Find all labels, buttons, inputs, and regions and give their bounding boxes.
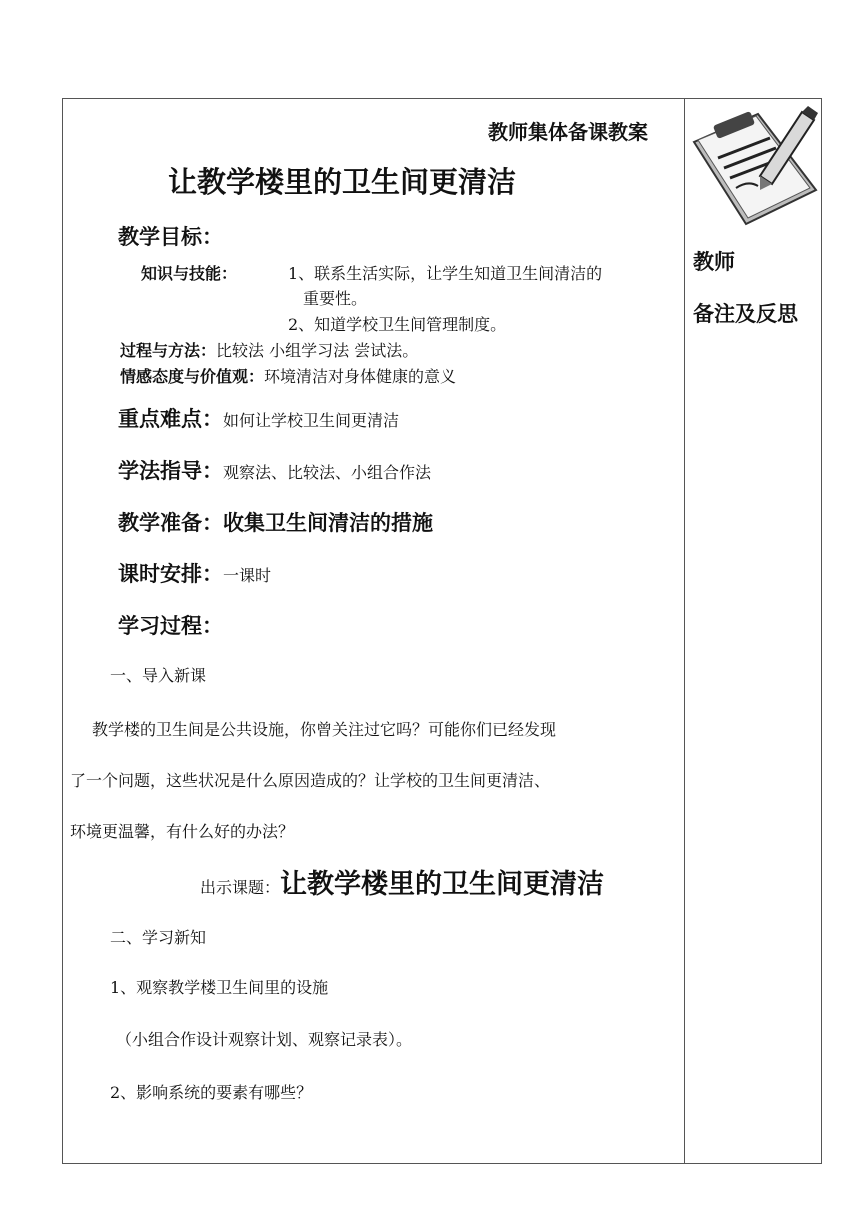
knowledge-item-1-cont: 重要性。	[303, 289, 368, 308]
emotion-label: 情感态度与价值观：	[120, 367, 265, 386]
part1-heading: 一、导入新课	[110, 666, 207, 685]
process-heading: 学习过程：	[118, 614, 223, 638]
method-label: 学法指导：	[118, 459, 223, 483]
intro-line-2: 了一个问题，这些状况是什么原因造成的？让学校的卫生间更清洁、	[70, 771, 551, 790]
intro-line-1: 教学楼的卫生间是公共设施，你曾关注过它吗？可能你们已经发现	[92, 720, 557, 739]
knowledge-label: 知识与技能：	[141, 264, 238, 283]
lesson-title: 让教学楼里的卫生间更清洁	[167, 165, 516, 199]
key-points-label: 重点难点：	[118, 407, 223, 431]
preparation-text: 收集卫生间清洁的措施	[223, 511, 433, 535]
list-item-1: 1、观察教学楼卫生间里的设施	[110, 978, 329, 997]
list-item-1-note: （小组合作设计观察计划、观察记录表）。	[116, 1030, 413, 1049]
header-title: 教师集体备课教案	[488, 120, 648, 144]
part2-heading: 二、学习新知	[110, 928, 207, 947]
column-divider	[684, 98, 685, 1164]
show-topic-title: 让教学楼里的卫生间更清洁	[280, 869, 605, 900]
sidebar-label-notes: 备注及反思	[693, 302, 798, 326]
preparation-label: 教学准备：	[118, 511, 223, 535]
clipboard-pencil-icon	[688, 104, 820, 228]
show-topic-label: 出示课题：	[200, 878, 281, 897]
sidebar-label-teacher: 教师	[693, 250, 735, 274]
emotion-text: 环境清洁对身体健康的意义	[264, 367, 457, 386]
knowledge-item-2: 2、知道学校卫生间管理制度。	[288, 315, 507, 334]
list-item-2: 2、影响系统的要素有哪些？	[110, 1083, 313, 1102]
schedule-text: 一课时	[223, 566, 272, 585]
intro-line-3: 环境更温馨，有什么好的办法？	[70, 822, 295, 841]
key-points-text: 如何让学校卫生间更清洁	[223, 411, 400, 430]
process-method-label: 过程与方法：	[120, 341, 217, 360]
process-method-text: 比较法 小组学习法 尝试法。	[216, 341, 419, 360]
objectives-heading: 教学目标：	[118, 225, 223, 249]
schedule-label: 课时安排：	[118, 562, 223, 586]
knowledge-item-1: 1、联系生活实际，让学生知道卫生间清洁的	[288, 264, 603, 283]
method-text: 观察法、比较法、小组合作法	[223, 463, 432, 482]
